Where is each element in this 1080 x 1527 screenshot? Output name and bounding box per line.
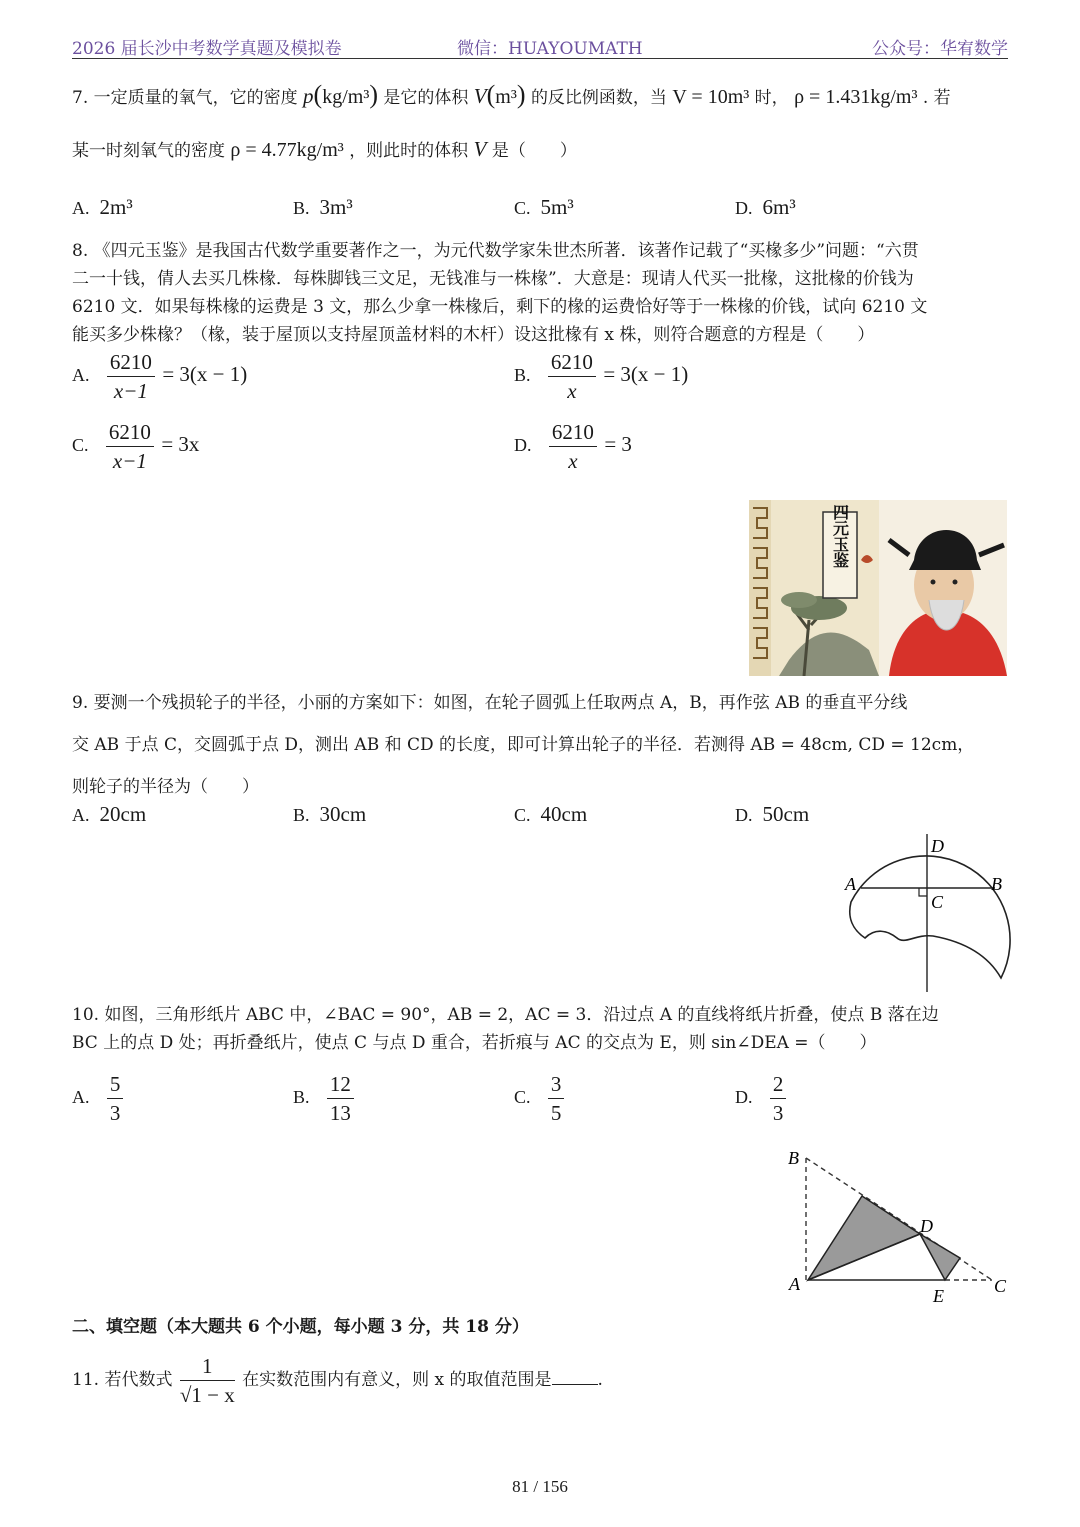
q9-line2: 交 AB 于点 C，交圆弧于点 D，测出 AB 和 CD 的长度，即可计算出轮子的半径．若测得 AB = 48cm, CD = 12cm，	[72, 735, 975, 755]
q7-option-d[interactable]: D. 6m³	[735, 195, 796, 219]
q10-line2: BC 上的点 D 处；再折叠纸片，使点 C 与点 D 重合，若折痕与 AC 的交点为 E，则 sin∠DEA =（ ）	[72, 1033, 877, 1053]
q8-line1: 8. 《四元玉鉴》是我国古代数学重要著作之一，为元代数学家朱世杰所著．该著作记载了“买椽多少”问题：“六贯	[72, 241, 919, 261]
label-a: A	[845, 874, 856, 894]
q8-option-d[interactable]: D. $\frac{6210}{x}$ = 3	[514, 420, 632, 473]
page-header	[72, 30, 1008, 59]
section-fill-in-title: 二、填空题（本大题共 6 个小题，每小题 3 分，共 18 分）	[72, 1317, 529, 1337]
q8-option-c[interactable]: C. $\frac{6210}{x-1}$ = 3x	[72, 420, 200, 473]
q7-line2: 某一时刻氧气的密度 ρ = 4.77kg/m³ ，则此时的体积 V 是（ ）	[72, 137, 577, 161]
label-b: B	[788, 1148, 799, 1168]
label-e: E	[933, 1286, 944, 1306]
q9-option-b[interactable]: B. 30cm	[293, 802, 367, 826]
q8-line4: 能买多少株椽？（椽，装于屋顶以支持屋顶盖材料的木杆）设这批椽有 x 株，则符合题意的方程是（ ）	[72, 325, 875, 345]
q9-option-d[interactable]: D. 50cm	[735, 802, 810, 826]
label-d: D	[931, 836, 944, 856]
q10-line1: 10. 如图，三角形纸片 ABC 中，∠BAC = 90°，AB = 2，AC = 3．沿过点 A 的直线将纸片折叠，使点 B 落在边	[72, 1005, 939, 1025]
q9-line1: 9. 要测一个残损轮子的半径，小丽的方案如下：如图，在轮子圆弧上任取两点 A，B，再作弦 AB 的垂直平分线	[72, 693, 908, 713]
header-left: 2026 届长沙中考数学真题及模拟卷	[72, 39, 342, 59]
label-a: A	[789, 1274, 800, 1294]
page-number: 81 / 156	[512, 1477, 568, 1496]
q9-line3: 则轮子的半径为（ ）	[72, 777, 259, 797]
q11-line: 11. 若代数式 $\frac{1}{√1 - x}$ 在实数范围内有意义，则 x 的取值范围是 .	[72, 1354, 603, 1407]
answer-blank[interactable]	[552, 1366, 598, 1385]
q8-line3: 6210 文．如果每株椽的运费是 3 文，那么少拿一株椽后，剩下的椽的运费恰好等于一株椽的价钱，试向 6210 文	[72, 297, 928, 317]
q8-option-b[interactable]: B. $\frac{6210}{x}$ = 3(x − 1)	[514, 350, 689, 403]
q9-option-a[interactable]: A. 20cm	[72, 802, 147, 826]
q8-line2: 二一十钱，倩人去买几株椽．每株脚钱三文足，无钱准与一株椽”．大意是：现请人代买一批椽，这批椽的价钱为	[72, 269, 914, 289]
q7-option-c[interactable]: C. 5m³	[514, 195, 574, 219]
label-c: C	[931, 892, 944, 912]
header-right: 公众号：华宥数学	[872, 39, 1008, 59]
q7-line1: 7. 一定质量的氧气，它的密度 p(kg/m³) 是它的体积 V(m³) 的反比例函数，当 V = 10m³ 时， ρ = 1.431kg/m³ . 若	[72, 80, 951, 109]
broken-wheel-figure	[835, 830, 1015, 995]
folded-triangle-figure	[780, 1140, 1020, 1310]
header-center: 微信：HUAYOUMATH	[457, 39, 643, 59]
q10-option-a[interactable]: A. $\frac{5}{3}$	[72, 1070, 125, 1127]
siyuan-yujian-illustration	[749, 500, 1007, 676]
label-b: B	[991, 874, 1002, 894]
q10-option-c[interactable]: C. $\frac{3}{5}$	[514, 1070, 566, 1127]
q9-option-c[interactable]: C. 40cm	[514, 802, 588, 826]
q7-option-a[interactable]: A. 2m³	[72, 195, 133, 219]
q10-option-d[interactable]: D. $\frac{2}{3}$	[735, 1070, 788, 1127]
q10-option-b[interactable]: B. $\frac{12}{13}$	[293, 1070, 356, 1127]
label-c: C	[994, 1276, 1007, 1296]
q7-option-b[interactable]: B. 3m³	[293, 195, 353, 219]
label-d: D	[920, 1216, 933, 1236]
image-title-text: 四元玉鉴	[830, 504, 850, 568]
q8-option-a[interactable]: A. $\frac{6210}{x-1}$ = 3(x − 1)	[72, 350, 248, 403]
